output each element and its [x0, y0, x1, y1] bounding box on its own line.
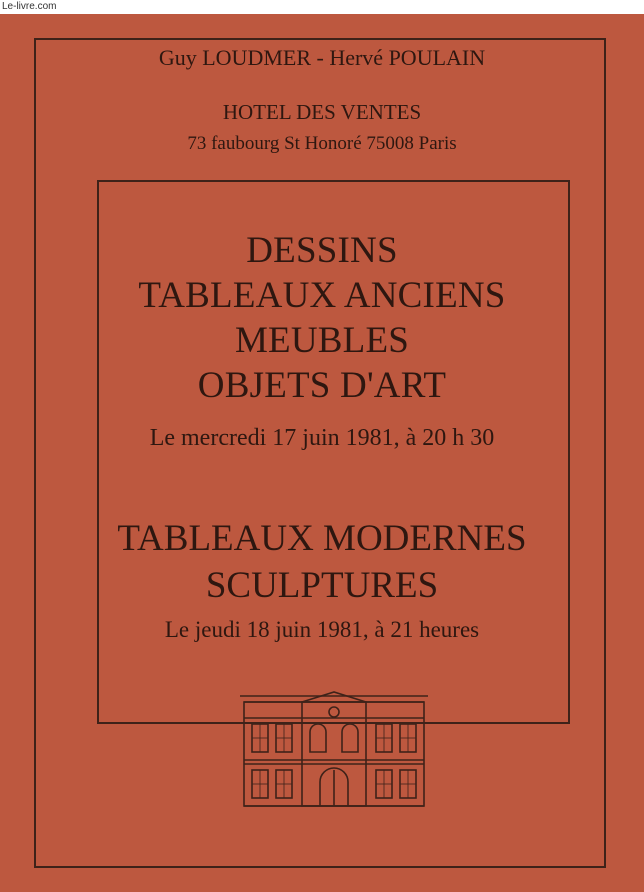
auctioneers-names: Guy LOUDMER - Hervé POULAIN [158, 45, 486, 70]
sale1-date: Le mercredi 17 juin 1981, à 20 h 30 [149, 425, 495, 451]
venue-address: 73 faubourg St Honoré 75008 Paris [187, 133, 457, 154]
sale2-line: SCULPTURES [205, 565, 439, 606]
sale1-line: DESSINS [246, 230, 398, 271]
sale1-categories [0, 228, 644, 408]
watermark: Le-livre.com [2, 1, 57, 12]
venue-name: HOTEL DES VENTES [222, 100, 422, 124]
sale2-line: TABLEAUX MODERNES [117, 518, 527, 559]
sale1-line: MEUBLES [234, 320, 410, 361]
sale1-line: TABLEAUX ANCIENS [138, 275, 506, 316]
sale1-line: OBJETS D'ART [197, 365, 447, 406]
building-facade-icon [238, 688, 430, 808]
sale2-date: Le jeudi 18 juin 1981, à 21 heures [164, 617, 480, 642]
sale2-categories [0, 515, 644, 609]
